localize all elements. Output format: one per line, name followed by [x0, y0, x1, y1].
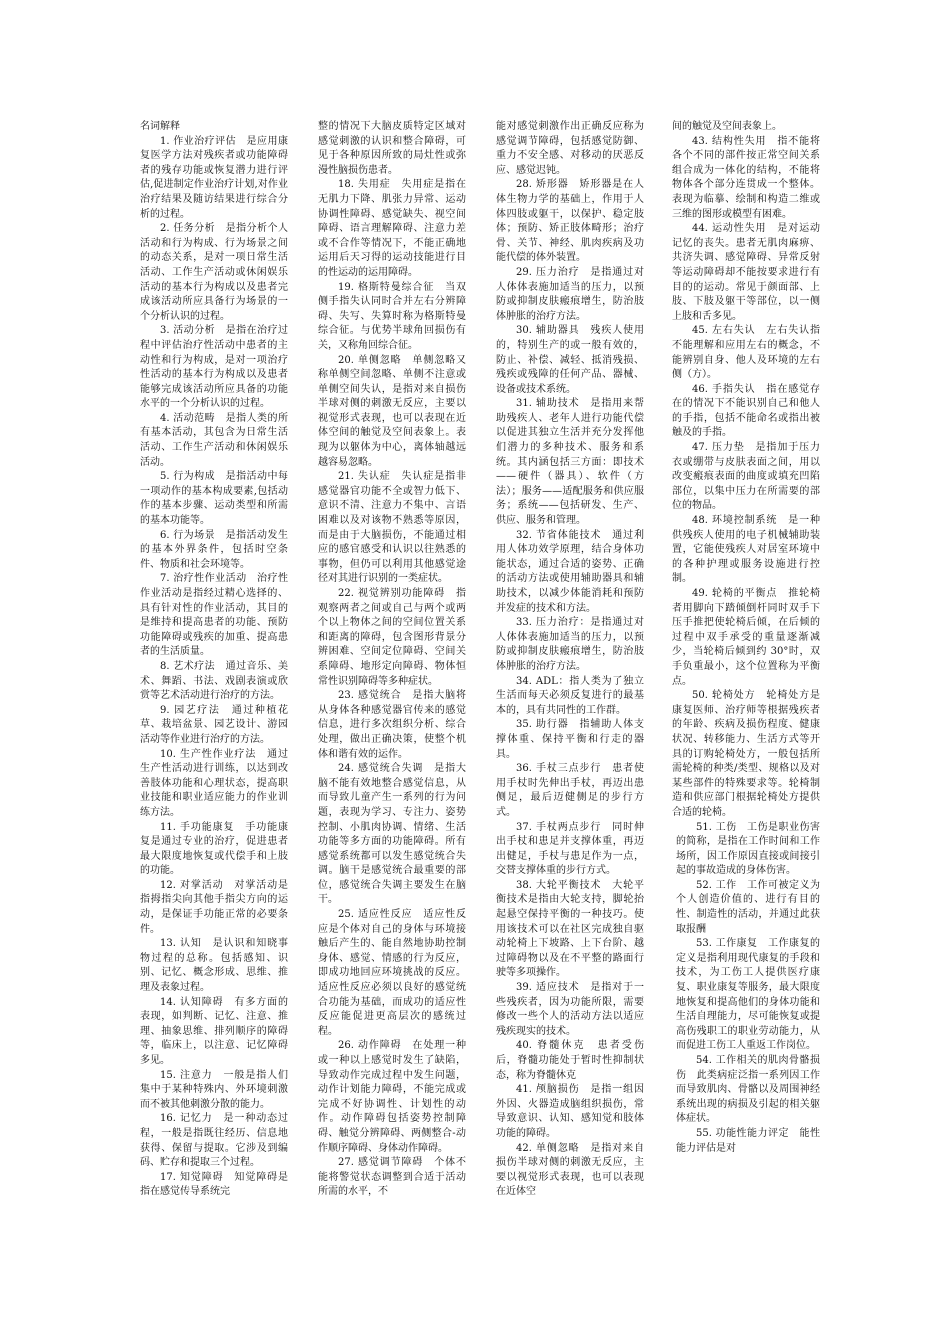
paragraph: 12. 对掌活动 对掌活动是指拇指尖向其他手指尖方向的运动，是保证手功能正常的必要条件。 [140, 879, 288, 935]
paragraph: 34. ADL：指人类为了独立生活而每天必须反复进行的最基本的，具有共同性的工作群。 [496, 675, 644, 716]
paragraph: 24. 感觉统合失调 是指大脑不能有效地整合感觉信息，从而导致儿童产生一系列的行为问题，表现为学习、专注力、姿势控制、小肌肉协调、情绪、生活功能等多方面的功能障碍。所有感觉系统都可以发生感觉统合失调。脑干是感觉统合最重要的部位，感觉统合失调主要发生在脑干。 [318, 763, 466, 906]
paragraph: 49. 轮椅的平衡点 推轮椅者用脚向下踏倾倒杆同时双手下压手推把使轮椅后倾，在后倾的过程中双手承受的重量逐渐减少，当轮椅后倾到约 30°时，双手负重最小，这个位置称为平衡点。 [672, 588, 820, 687]
paragraph: 41. 颅脑损伤 是指一组因外因、火器造成脑组织损伤，常导致意识、认知、感知觉和肢体功能的障碍。 [496, 1084, 644, 1139]
paragraph: 15. 注意力 一般是指人们集中于某种特殊内、外环境刺激而不被其他刺激分散的能力。 [140, 1069, 288, 1110]
paragraph: 7. 治疗性作业活动 治疗性作业活动是指经过精心选择的、具有针对性的作业活动，其目的是维持和提高患者的功能、预防功能障碍或残疾的加重、提高患者的生活质量。 [140, 573, 288, 658]
paragraph: 14. 认知障碍 有多方面的表现，如判断、记忆、注意、推理、抽象思维、排列顺序的障碍等，临床上，以注意、记忆障碍多见。 [140, 996, 288, 1066]
paragraph: 52. 工作 工作可被定义为个人创造价值的、进行有目的性、制造性的活动，并通过此获取报酬 [676, 879, 820, 935]
paragraph: 间的触觉及空间表象上。 [672, 121, 782, 132]
paragraph: 55. 功能性能力评定 能性能力评估是对 [676, 1127, 820, 1154]
paragraph: 50. 轮椅处方 轮椅处方是康复医师、治疗师等根据残疾者的年龄、疾病及损伤程度、健康状况、转移能力、生活方式等开具的订购轮椅处方，一般包括所需轮椅的种类/类型、规格以及对某些部件的特殊要求等。轮椅制造和供应部门根据轮椅处方提供合适的轮椅。 [672, 690, 820, 818]
paragraph: 名词解释 [140, 121, 180, 132]
paragraph: 35. 助行器 指辅助人体支撑体重、保持平衡和行走的器具。 [496, 719, 644, 760]
paragraph: 36. 手杖三点步行 患者使用手杖时先伸出手杖，再迈出患侧足，最后迈健侧足的步行方式。 [496, 763, 644, 818]
paragraph: 45. 左右失认 左右失认指不能理解和应用左右的概念，不能辨别自身、他人及环境的左右侧（方）。 [672, 325, 820, 381]
paragraph: 16. 记忆力 是一种动态过程，一般是指既往经历、信息地获得、保留与提取。它涉及到编码、贮存和提取三个过程。 [140, 1113, 288, 1169]
paragraph: 13. 认知 是认识和知晓事物过程的总称。包括感知、识别、记忆、概念形成、思维、推理及表象过程。 [140, 938, 288, 994]
paragraph: 42. 单侧忽略 是指对来自损伤半球对侧的刺激无反应，主要以视觉形式表现，也可以表现在近体空 [496, 1142, 644, 1198]
paragraph: 25. 适应性反应 适应性反应是个体对自己的身体与环境接触后产生的、能自然地协助控制身体、感觉、情感的行为反应，即成功地回应环境挑战的反应。适应性反应必须以良好的感觉统合功能为基础，而成功的适应性反应能促进更高层次的感统过程。 [318, 909, 466, 1037]
paragraph: 43. 结构性失用 指不能将各个不同的部件按正常空间关系组合成为一体化的结构，不能将物体各个部分连贯成一个整体。表现为临摹、绘制和构造二维或三维的图形或模型有困难。 [672, 135, 820, 220]
paragraph: 21. 失认症 失认症是指非感觉器官功能不全或智力低下、意识不清、注意力不集中、言语困难以及对该物不熟悉等原因，而是由于大脑损伤，不能通过相应的感官感受和认识以往熟悉的事物，但仍可以利用其他感觉途径对其进行识别的一类症状。 [318, 471, 466, 585]
paragraph: 整的情况下大脑皮质特定区域对感觉刺激的认识和整合障碍，可见于各种原因所致的局灶性或弥漫性脑损伤患者。 [318, 121, 466, 176]
paragraph: 47. 压力垫 是指加于压力衣或绷带与皮肤表面之间，用以改变瘢痕表面的曲度或填充凹陷部位，以集中压力在所需要的部位的物品。 [672, 442, 820, 512]
paragraph: 32. 节省体能技术 通过利用人体功效学原理，结合身体功能状态，通过合适的姿势、正确的活动方法或使用辅助器具和辅助技术，以减少体能消耗和预防并发症的技术和方法。 [496, 529, 644, 614]
paragraph: 能对感觉刺激作出正确反应称为感觉调节障碍，包括感觉防御、重力不安全感、对移动的厌恶反应、感觉迟钝。 [496, 121, 644, 176]
paragraph: 18. 失用症 失用症是指在无肌力下降、肌张力异常、运动协调性障碍、感觉缺失、视空间障碍、语言理解障碍、注意力差或不合作等情况下，不能正确地运用后天习得的运动技能进行目的性运动的运用障碍。 [318, 179, 466, 278]
paragraph: 54. 工作相关的肌肉骨骼损伤 此类病症泛指一系列因工作而导致肌肉、骨骼以及周围神经系统出现的病损及引起的相关躯体症状。 [676, 1055, 820, 1125]
text-column-1 [140, 120, 288, 1220]
paragraph: 26. 动作障碍 在处理一种或一种以上感觉时发生了缺陷，导致动作完成过程中发生问题，动作计划能力障碍，不能完成或完成不好协调性、计划性的动作。动作障碍包括姿势控制障碍、触觉分辨障碍、两侧整合-动作顺序障碍、身体动作障碍。 [318, 1040, 466, 1154]
paragraph: 40. 脊髓休克 患者受伤后，脊髓功能处于暂时性抑制状态，称为脊髓休克 [496, 1040, 644, 1081]
text-column-3 [496, 120, 644, 1220]
paragraph: 5. 行为构成 是指活动中每一项动作的基本构成要素,包括动作的基本步骤、运动类型和所需的基本功能等。 [140, 471, 288, 527]
paragraph: 20. 单侧忽略 单侧忽略又称单侧空间忽略、单侧不注意或单侧空间失认，是指对来自损伤半球对侧的刺激无反应，主要以视觉形式表现，也可以表现在近体空间的触觉及空间表象上。表现为以躯体为中心，离体轴越远越容易忽略。 [318, 354, 466, 468]
paragraph: 8. 艺术疗法 通过音乐、美术、舞蹈、书法、戏剧表演或欣赏等艺术活动进行治疗的方法。 [140, 660, 288, 702]
paragraph: 23. 感觉统合 是指大脑将从身体各种感觉器官传来的感觉信息，进行多次组织分析、综合处理，做出正确决策，使整个机体和谐有效的运作。 [318, 690, 466, 760]
paragraph: 46. 手指失认 指在感觉存在的情况下不能识别自己和他人的手指，包括不能命名或指出被触及的手指。 [672, 383, 820, 439]
paragraph: 3. 活动分析 是指在治疗过程中评估治疗性活动中患者的主动性和行为构成，是对一项治疗性活动的基本行为构成以及患者能够完成该活动所应具备的功能水平的一个分析认识的过程。 [140, 325, 288, 410]
paragraph: 4. 活动范畴 是指人类的所有基本活动，其包含为日常生活活动、工作生产活动和休闲娱乐活动。 [140, 412, 288, 468]
document-page [140, 120, 820, 1220]
paragraph: 27. 感觉调节障碍 个体不能将警觉状态调整到合适于活动所需的水平，不 [318, 1157, 466, 1198]
paragraph: 9. 园艺疗法 通过种植花草、栽培盆景、园艺设计、游园活动等作业进行治疗的方法。 [140, 704, 288, 745]
paragraph: 44. 运动性失用 是对运动记忆的丧失。患者无肌肉麻痹、共济失调、感觉障碍、异常反射等运动障碍却不能按要求进行有目的的运动。常见于颜面部、上肢、下肢及躯干等部位，以一侧上肢和舌多见。 [672, 223, 820, 322]
text-column-4 [672, 120, 820, 1220]
paragraph: 29. 压力治疗 是指通过对人体体表施加适当的压力，以预防或抑制皮肤瘢痕增生，防治肢体肿胀的治疗方法。 [496, 266, 644, 322]
text-column-2 [318, 120, 466, 1220]
paragraph: 33. 压力治疗：是指通过对人体体表施加适当的压力，以预防或抑制皮肤瘢痕增生，防治肢体肿胀的治疗方法。 [496, 617, 644, 672]
paragraph: 1. 作业治疗评估 是应用康复医学方法对残疾者或功能障碍者的残存功能或恢复潜力进行评估,促进制定作业治疗计划,对作业治疗结果及随访结果进行综合分析的过程。 [140, 135, 288, 220]
paragraph: 11. 手功能康复 手功能康复是通过专业的治疗，促进患者最大限度地恢复或代偿手和上肢的功能。 [140, 821, 288, 877]
paragraph: 17. 知觉障碍 知觉障碍是指在感觉传导系统完 [140, 1171, 288, 1198]
paragraph: 51. 工伤 工伤是职业伤害的简称，是指在工作时间和工作场所，因工作原因直接或间接引起的事故造成的身体伤害。 [676, 821, 820, 877]
paragraph: 28. 矫形器 矫形器是在人体生物力学的基础上，作用于人体四肢或躯干，以保护、稳定肢体；预防、矫正肢体畸形；治疗骨、关节、神经、肌肉疾病及功能代偿的体外装置。 [496, 179, 644, 264]
paragraph: 38. 大轮平衡技术 大轮平衡技术是指由大轮支持，脚轮抬起悬空保持平衡的一种技巧。使用该技术可以在社区完成独自驱动轮椅上下坡路、上下台阶、越过障碍物以及在不平整的路面行驶等多项操作。 [496, 879, 644, 979]
paragraph: 22. 视觉辨别功能障碍 指观察两者之间或自己与两个或两个以上物体之间的空间位置关系和距离的障碍，包含图形背景分辨困难、空间定位障碍、空间关系障碍、地形定向障碍、物体恒常性识别障碍等多种症状。 [318, 588, 466, 687]
paragraph: 31. 辅助技术 是指用来帮助残疾人、老年人进行功能代偿以促进其独立生活并充分发挥他们潜力的多种技术、服务和系统。其内涵包括三方面：即技术——硬件（器具）、软件（方法）；服务——适配服务和供应服务；系统——包括研发、生产、供应、服务和管理。 [496, 398, 644, 527]
paragraph: 10. 生产性作业疗法 通过生产性活动进行训练，以达到改善肢体功能和心理状态，提高职业技能和职业适应能力的作业训练方法。 [140, 748, 288, 818]
paragraph: 2. 任务分析 是指分析个人活动和行为构成、行为场景之间的动态关系，是对一项日常生活活动、工作生产活动或休闲娱乐活动的基本行为构成以及患者完成该活动所应具备行为场景的一个分析认识的过程。 [140, 223, 288, 322]
paragraph: 30. 辅助器具 残疾人使用的，特别生产的或一般有效的，防止、补偿、减轻、抵消残损、残疾或残障的任何产品、器械、设备或技术系统。 [496, 325, 644, 395]
paragraph: 37. 手杖两点步行 同时伸出手杖和患足并支撑体重，再迈出健足，手杖与患足作为一点，交替支撑体重的步行方式。 [496, 821, 644, 877]
paragraph: 48. 环境控制系统 是一种供残疾人使用的电子机械辅助装置，它能使残疾人对居室环境中的各种护理或服务设施进行控制。 [672, 515, 820, 585]
paragraph: 39. 适应技术 是指对于一些残疾者，因为功能所限，需要修改一些个人的活动方法以适应残疾现实的技术。 [496, 982, 644, 1037]
paragraph: 6. 行为场景 是指活动发生的基本外界条件，包括时空条件、物质和社会环境等。 [140, 529, 288, 570]
paragraph: 53. 工作康复 工作康复的定义是指利用现代康复的手段和技术，为工伤工人提供医疗康复、职业康复等服务，最大限度地恢复和提高他们的身体功能和生活自理能力，尽可能恢复或提高伤残职工的职业劳动能力，从而促进工伤工人重返工作岗位。 [676, 938, 820, 1052]
paragraph: 19. 格斯特曼综合征 当双侧手指失认同时合并左右分辨障碍、失写、失算时称为格斯特曼综合征。与优势半球角回损伤有关，又称角回综合征。 [318, 281, 466, 351]
